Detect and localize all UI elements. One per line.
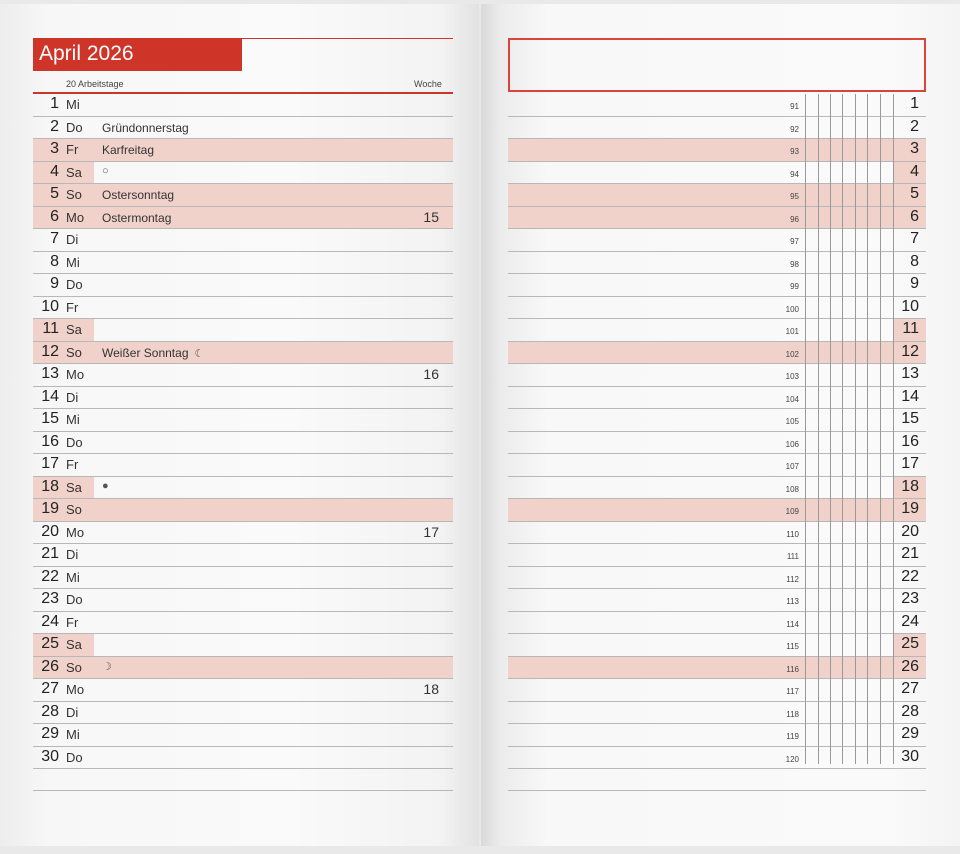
day-of-year: 110 [786,529,799,539]
day-number: 15 [901,410,919,427]
day-of-year: 118 [786,709,799,719]
day-number: 13 [901,365,919,382]
weekday-name: So [66,659,82,675]
day-row[interactable] [33,657,453,680]
day-number: 30 [41,747,59,765]
day-number: 27 [901,680,919,697]
weekday-name: Sa [66,164,82,180]
weekday-name: Mo [66,524,85,540]
day-of-year-row[interactable] [508,229,926,252]
right-bottom-rule [508,790,926,791]
day-number: 26 [41,657,59,675]
day-number: 27 [41,680,59,697]
day-of-year: 100 [785,304,799,314]
day-row[interactable] [33,297,453,320]
day-number: 4 [910,162,919,180]
weekday-name: So [66,502,82,517]
day-number: 24 [41,612,59,630]
day-row[interactable] [33,499,453,522]
weekday-name: Fr [66,457,79,472]
day-of-year: 113 [786,597,799,606]
day-number: 13 [41,365,59,382]
day-row[interactable] [33,432,453,455]
moon-phase-icon: ☽ [102,660,112,673]
weekday-name: Di [66,232,79,247]
day-of-year-row[interactable] [508,544,926,567]
day-number: 7 [910,230,919,247]
holiday-note: Ostermontag [102,210,172,225]
day-number: 28 [901,702,919,720]
holiday-note: Karfreitag [102,143,155,157]
day-row[interactable] [33,162,453,185]
day-of-year-row[interactable] [508,274,926,297]
day-number: 25 [41,635,59,652]
day-of-year-row[interactable] [508,747,926,770]
day-row[interactable] [33,522,453,545]
day-number: 17 [901,455,919,472]
day-of-year: 101 [785,327,799,336]
moon-phase-icon: ☾ [194,347,205,360]
day-of-year: 109 [785,507,799,516]
day-number: 29 [41,725,59,742]
day-of-year: 115 [786,642,799,651]
grid-line [818,94,819,764]
weekday-name: Mo [66,367,85,382]
day-number: 17 [41,455,59,472]
day-number: 16 [901,432,919,450]
title-rule [242,38,453,39]
weekday-name: So [66,187,82,202]
day-of-year: 114 [786,619,799,629]
month-title: April 2026 [39,42,134,65]
day-of-year-row[interactable] [508,364,926,387]
day-number: 22 [901,567,919,585]
day-of-year: 108 [785,484,799,494]
day-of-year: 107 [785,462,799,471]
weekday-name: Do [66,592,83,607]
day-of-year: 112 [786,574,799,584]
moon-phase-icon: ● [102,479,109,492]
day-of-year: 91 [790,102,799,111]
weekday-name: Fr [66,299,79,315]
day-of-year-row[interactable] [508,589,926,612]
weekday-name: Mo [66,682,85,697]
day-of-year-row[interactable] [508,432,926,455]
weekday-name: Do [66,434,83,450]
weekday-name: Mi [66,254,80,270]
month-title-bar [33,38,242,71]
day-number: 9 [50,275,59,292]
day-number: 8 [910,252,919,270]
day-row[interactable] [33,229,453,252]
day-of-year-row[interactable] [508,342,926,365]
day-number: 2 [910,117,919,135]
moon-phase-icon: ○ [102,164,109,177]
day-row[interactable] [33,117,453,140]
day-number: 3 [50,140,59,157]
day-row[interactable] [33,454,453,477]
day-number: 11 [902,320,919,337]
day-number: 20 [41,522,59,540]
day-of-year: 95 [790,192,799,201]
day-of-year-row[interactable] [508,252,926,275]
day-row[interactable] [33,747,453,770]
day-of-year: 105 [785,417,799,426]
day-number: 12 [41,342,59,360]
day-row[interactable] [33,634,453,657]
day-of-year-row[interactable] [508,499,926,522]
day-of-year: 97 [790,237,799,246]
grid-line [893,94,894,764]
day-of-year: 102 [785,349,799,359]
weekday-name: Di [66,547,79,562]
day-of-year: 111 [786,552,799,561]
day-of-year-row[interactable] [508,724,926,747]
weekday-name: So [66,344,82,360]
day-of-year-row[interactable] [508,319,926,342]
day-of-year-row[interactable] [508,567,926,590]
day-number: 24 [901,612,919,630]
day-row[interactable] [33,544,453,567]
day-of-year-row[interactable] [508,612,926,635]
weekday-name: Do [66,277,83,292]
day-number: 19 [41,500,59,517]
day-row[interactable] [33,319,453,342]
weekday-name: Mi [66,97,80,112]
day-of-year: 98 [790,259,799,269]
week-number: 15 [423,208,439,225]
day-of-year-row[interactable] [508,409,926,432]
day-number: 30 [901,747,919,765]
day-of-year: 116 [786,664,799,674]
day-row[interactable] [33,94,453,117]
grid-line [855,94,856,764]
day-number: 3 [910,140,919,157]
notes-box[interactable] [508,38,926,92]
day-number: 10 [901,297,919,315]
day-of-year: 92 [790,124,799,134]
day-number: 11 [42,320,59,337]
grid-line [830,94,831,764]
day-number: 5 [50,185,59,202]
day-of-year-row[interactable] [508,139,926,162]
day-of-year-row[interactable] [508,117,926,140]
day-number: 4 [50,162,59,180]
day-of-year: 120 [785,754,799,764]
day-number: 21 [901,545,919,562]
day-row[interactable] [33,139,453,162]
week-number: 17 [423,523,439,540]
day-number: 6 [50,207,59,225]
day-of-year: 119 [786,732,799,741]
weekday-name: Mi [66,727,80,742]
day-number: 14 [41,387,59,405]
weekday-name: Mi [66,412,80,427]
day-of-year-row[interactable] [508,477,926,500]
day-of-year: 117 [786,687,799,696]
grid-line [880,94,881,764]
day-of-year: 94 [790,169,799,179]
day-number: 14 [901,387,919,405]
weekday-name: Mo [66,209,85,225]
day-of-year-row[interactable] [508,207,926,230]
holiday-note: Ostersonntag [102,188,175,202]
day-row[interactable] [33,364,453,387]
day-number: 7 [50,230,59,247]
day-number: 29 [901,725,919,742]
day-of-year-row[interactable] [508,94,926,117]
day-of-year-row[interactable] [508,634,926,657]
day-of-year: 106 [785,439,799,449]
day-of-year: 104 [785,394,799,404]
weekday-name: Do [66,749,83,765]
day-row[interactable] [33,274,453,297]
day-number: 25 [901,635,919,652]
day-number: 26 [901,657,919,675]
holiday-note: Weißer Sonntag ☾ [102,345,205,360]
day-of-year-row[interactable] [508,657,926,680]
day-number: 15 [41,410,59,427]
day-number: 1 [50,95,59,112]
week-number: 16 [423,366,439,382]
weekday-name: Fr [66,614,79,630]
day-of-year-row[interactable] [508,679,926,702]
day-number: 21 [41,545,59,562]
day-row[interactable] [33,612,453,635]
workdays-label: 20 Arbeitstage [66,79,124,89]
weekday-name: Sa [66,637,82,652]
day-of-year-row[interactable] [508,162,926,185]
day-of-year: 93 [790,147,799,156]
weekday-name: Fr [66,142,79,157]
day-number: 12 [901,342,919,360]
day-row[interactable] [33,387,453,410]
day-row[interactable] [33,724,453,747]
day-row[interactable] [33,252,453,275]
day-of-year: 96 [790,214,799,224]
day-number: 20 [901,522,919,540]
weekday-name: Mi [66,569,80,585]
day-of-year: 103 [785,372,799,381]
day-of-year-row[interactable] [508,297,926,320]
grid-line [867,94,868,764]
day-number: 10 [41,297,59,315]
day-row[interactable] [33,184,453,207]
day-row[interactable] [33,589,453,612]
weekday-name: Di [66,389,79,405]
day-row[interactable] [33,342,453,365]
day-number: 28 [41,702,59,720]
day-row[interactable] [33,702,453,725]
day-row[interactable] [33,409,453,432]
day-of-year-row[interactable] [508,184,926,207]
day-row[interactable] [33,567,453,590]
day-number: 18 [41,477,59,495]
weekday-name: Sa [66,479,82,495]
day-row[interactable] [33,207,453,230]
day-number: 6 [910,207,919,225]
day-of-year-row[interactable] [508,702,926,725]
day-number: 19 [901,500,919,517]
day-of-year-row[interactable] [508,387,926,410]
grid-line [842,94,843,764]
day-number: 23 [901,590,919,607]
day-number: 22 [41,567,59,585]
grid-line [805,94,806,764]
weekday-name: Di [66,704,79,720]
day-number: 16 [41,432,59,450]
day-number: 1 [910,95,919,112]
day-number: 8 [50,252,59,270]
day-number: 18 [901,477,919,495]
day-of-year-row[interactable] [508,454,926,477]
left-bottom-rule [33,790,453,791]
day-of-year-row[interactable] [508,522,926,545]
day-number: 2 [50,117,59,135]
holiday-note: Gründonnerstag [102,120,189,135]
day-number: 23 [41,590,59,607]
week-number: 18 [423,681,439,697]
weekday-name: Do [66,119,83,135]
day-of-year: 99 [790,282,799,291]
day-number: 5 [910,185,919,202]
weekday-name: Sa [66,322,82,337]
day-number: 9 [910,275,919,292]
day-row[interactable] [33,679,453,702]
week-column-label: Woche [414,79,442,89]
day-row[interactable] [33,477,453,500]
